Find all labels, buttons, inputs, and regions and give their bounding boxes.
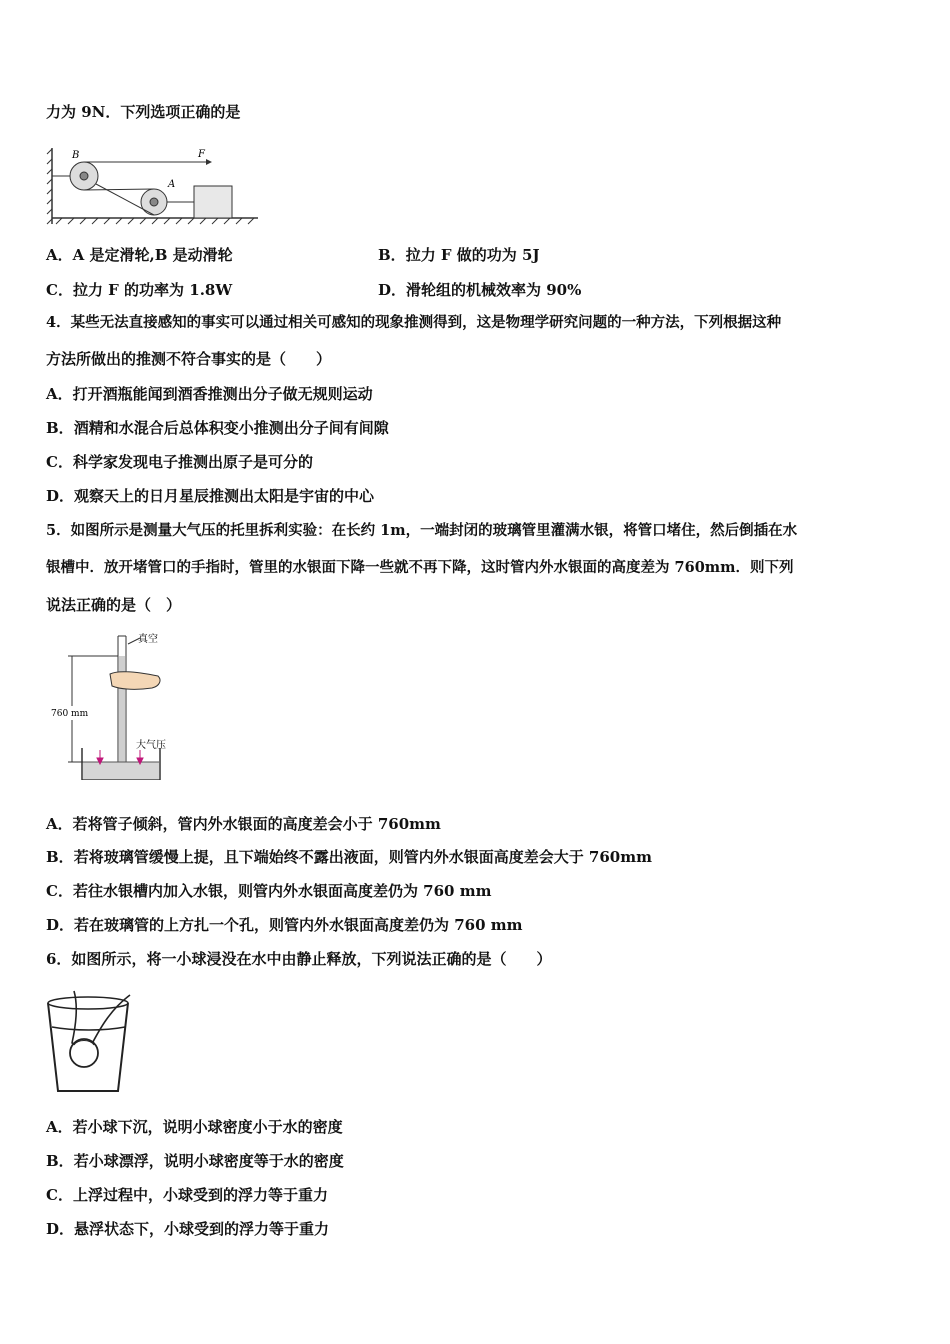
q3-stem-end: 力为 9N．下列选项正确的是 [46, 103, 241, 121]
q4-option-a: A．打开酒瓶能闻到酒香推测出分子做无规则运动 [46, 385, 373, 403]
wall [47, 148, 52, 224]
height-label: 760 mm [51, 709, 89, 719]
q5-torricelli-figure [48, 630, 198, 780]
q5-option-b: B．若将玻璃管缓慢上提，且下端始终不露出液面，则管内外水银面高度差会大于 760mm [46, 848, 652, 866]
q3-option-b: B．拉力 F 做的功为 5J [378, 246, 540, 264]
label-f: F [198, 149, 205, 160]
label-a: A [168, 179, 176, 190]
q6-option-c: C．上浮过程中，小球受到的浮力等于重力 [46, 1186, 328, 1204]
q3-option-c: C．拉力 F 的功率为 1.8W [46, 281, 233, 299]
q5-option-d: D．若在玻璃管的上方扎一个孔，则管内外水银面高度差仍为 760 mm [46, 916, 523, 934]
hand [110, 672, 160, 689]
q6-option-d: D．悬浮状态下，小球受到的浮力等于重力 [46, 1220, 330, 1238]
q4-stem-line2: 方法所做出的推测不符合事实的是（ ） [46, 350, 332, 368]
q5-stem-line2: 银槽中．放开堵管口的手指时，管里的水银面下降一些就不再下降，这时管内外水银面的高度差为 760mm．则下列 [46, 559, 794, 576]
q6-stem: 6．如图所示，将一小球浸没在水中由静止释放，下列说法正确的是（ ） [46, 950, 552, 968]
q4-option-b: B．酒精和水混合后总体积变小推测出分子间有间隙 [46, 419, 389, 437]
block [194, 186, 232, 218]
q6-beaker-figure [44, 985, 144, 1097]
q6-option-a: A．若小球下沉，说明小球密度小于水的密度 [46, 1118, 343, 1136]
vacuum-label: 真空 [138, 634, 158, 645]
q5-stem-line1: 5．如图所示是测量大气压的托里拆利实验：在长约 1m，一端封闭的玻璃管里灌满水银，将管口堵住，然后倒插在水 [46, 522, 798, 539]
q4-option-d: D．观察天上的日月星辰推测出太阳是宇宙的中心 [46, 487, 375, 505]
atm-label: 大气压 [136, 740, 166, 751]
q4-stem-line1: 4．某些无法直接感知的事实可以通过相关可感知的现象推测得到，这是物理学研究问题的一种方法，下列根据这种 [46, 314, 782, 331]
q3-option-a: A．A 是定滑轮,B 是动滑轮 [46, 246, 233, 264]
pulley-a [141, 189, 194, 215]
ground [52, 218, 258, 224]
ball [70, 1039, 98, 1067]
q3-pulley-figure [44, 144, 264, 228]
label-b: B [72, 150, 80, 161]
q3-option-d: D．滑轮组的机械效率为 90% [378, 281, 582, 299]
force-arrow [206, 159, 212, 165]
q5-option-a: A．若将管子倾斜，管内外水银面的高度差会小于 760mm [46, 815, 441, 833]
trough-mercury [83, 762, 159, 779]
q6-option-b: B．若小球漂浮，说明小球密度等于水的密度 [46, 1152, 344, 1170]
q5-stem-line3: 说法正确的是（ ） [46, 596, 182, 614]
pulley-b [52, 162, 98, 190]
q5-option-c: C．若往水银槽内加入水银，则管内外水银面高度差仍为 760 mm [46, 882, 492, 900]
q4-option-c: C．科学家发现电子推测出原子是可分的 [46, 453, 313, 471]
water-surface [52, 1027, 125, 1030]
